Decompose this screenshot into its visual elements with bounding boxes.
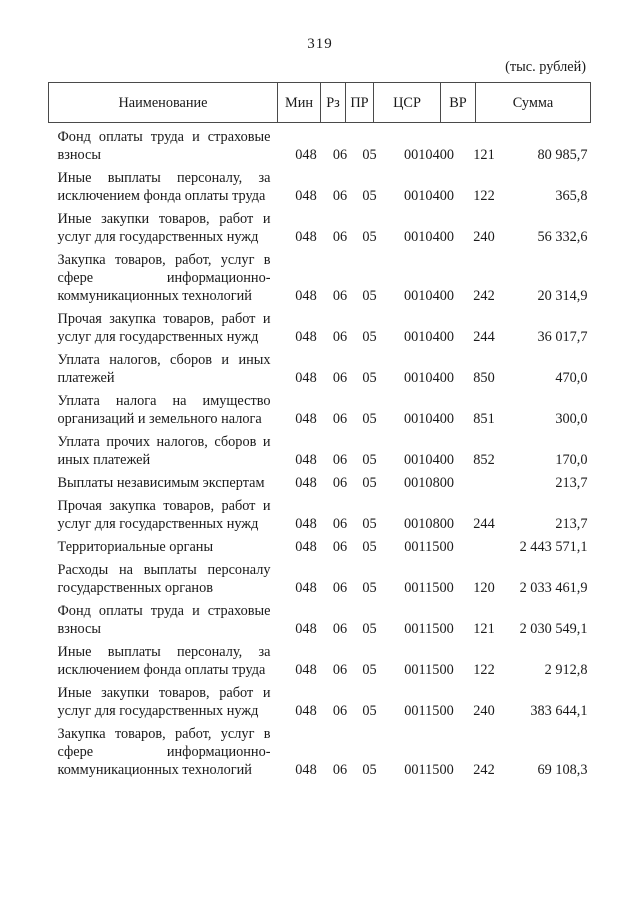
row-sum: 383 644,1 [530,703,588,719]
row-pr-code: 05 [362,370,377,386]
row-csr-code: 0010400 [403,329,455,345]
row-name: Выплаты независимым экспертам [57,475,265,491]
row-min-code: 048 [295,475,317,491]
row-vr-code [467,469,502,492]
units-note: (тыс. рублей) [505,59,586,75]
row-sum: 56 332,6 [537,229,588,245]
row-pr-code: 05 [362,411,377,427]
row-min-code: 048 [295,762,317,778]
table-row [49,428,591,469]
column-header-vr: ВР [441,83,476,123]
row-min-code: 048 [295,411,317,427]
row-pr-code: 05 [362,539,377,555]
row-pr-code: 05 [362,452,377,468]
row-rz-code: 06 [332,329,348,345]
row-csr-code: 0010400 [403,188,455,204]
row-min-code: 048 [295,147,317,163]
row-name: Расходы на выплаты персоналу государственных органов [57,562,271,596]
row-sum: 213,7 [555,475,588,491]
row-vr-code: 121 [473,621,495,637]
row-name: Иные выплаты персоналу, за исключением фонда оплаты труда [57,170,271,204]
row-rz-code: 06 [332,229,348,245]
row-csr-code: 0011500 [404,762,454,778]
row-name: Фонд оплаты труда и страховые взносы [57,603,271,637]
row-sum: 300,0 [555,411,588,427]
row-sum: 2 030 549,1 [519,621,588,637]
row-sum: 213,7 [555,516,588,532]
budget-table [48,82,591,779]
row-csr-code: 0010400 [403,411,455,427]
table-row [49,346,591,387]
row-vr-code: 851 [473,411,495,427]
row-csr-code: 0011500 [404,662,454,678]
table-row [49,556,591,597]
row-min-code: 048 [295,188,317,204]
row-csr-code: 0010800 [403,516,455,532]
row-csr-code: 0011500 [404,580,454,596]
row-name: Иные закупки товаров, работ и услуг для государственных нужд [57,685,271,719]
table-row [49,387,591,428]
row-rz-code: 06 [332,516,348,532]
table-row [49,205,591,246]
row-csr-code: 0011500 [404,539,454,555]
row-rz-code: 06 [332,475,348,491]
table-row [49,533,591,556]
table-row [49,305,591,346]
row-rz-code: 06 [332,288,348,304]
row-name: Закупка товаров, работ, услуг в сфере информационно-коммуникационных технологий [57,252,271,304]
row-rz-code: 06 [332,662,348,678]
row-vr-code: 242 [473,288,495,304]
row-vr-code: 120 [473,580,495,596]
row-min-code: 048 [295,539,317,555]
row-rz-code: 06 [332,147,348,163]
row-min-code: 048 [295,516,317,532]
row-rz-code: 06 [332,580,348,596]
row-name: Фонд оплаты труда и страховые взносы [57,129,271,163]
row-vr-code: 240 [473,703,495,719]
row-name: Прочая закупка товаров, работ и услуг для государственных нужд [57,498,271,532]
row-sum: 69 108,3 [537,762,588,778]
row-pr-code: 05 [362,229,377,245]
row-sum: 2 033 461,9 [519,580,588,596]
column-header-min: Мин [278,83,321,123]
row-sum: 2 443 571,1 [519,539,588,555]
row-csr-code: 0010400 [403,147,455,163]
row-rz-code: 06 [332,703,348,719]
row-vr-code: 244 [473,329,495,345]
column-header-sum: Сумма [476,83,591,123]
row-pr-code: 05 [362,621,377,637]
row-sum: 365,8 [555,188,588,204]
row-pr-code: 05 [362,662,377,678]
row-vr-code [467,533,502,556]
row-pr-code: 05 [362,475,377,491]
row-name: Закупка товаров, работ, услуг в сфере информационно-коммуникационных технологий [57,726,271,778]
row-sum: 470,0 [555,370,588,386]
row-name: Иные выплаты персоналу, за исключением фонда оплаты труда [57,644,271,678]
column-header-pr: ПР [346,83,374,123]
row-min-code: 048 [295,580,317,596]
row-csr-code: 0011500 [404,621,454,637]
row-pr-code: 05 [362,762,377,778]
table-row [49,246,591,305]
row-csr-code: 0010800 [403,475,455,491]
row-vr-code: 852 [473,452,495,468]
row-vr-code: 121 [473,147,495,163]
table-row [49,123,591,165]
table-row [49,164,591,205]
row-name: Иные закупки товаров, работ и услуг для государственных нужд [57,211,271,245]
row-vr-code: 122 [473,662,495,678]
row-min-code: 048 [295,703,317,719]
row-csr-code: 0010400 [403,370,455,386]
row-name: Территориальные органы [57,539,214,555]
row-min-code: 048 [295,662,317,678]
row-csr-code: 0011500 [404,703,454,719]
row-pr-code: 05 [362,580,377,596]
row-sum: 36 017,7 [537,329,588,345]
row-vr-code: 242 [473,762,495,778]
row-vr-code: 850 [473,370,495,386]
row-rz-code: 06 [332,621,348,637]
row-pr-code: 05 [362,288,377,304]
row-vr-code: 244 [473,516,495,532]
row-csr-code: 0010400 [403,229,455,245]
row-min-code: 048 [295,452,317,468]
column-header-rz: Рз [321,83,346,123]
table-row [49,679,591,720]
table-row [49,492,591,533]
row-sum: 170,0 [555,452,588,468]
row-min-code: 048 [295,229,317,245]
row-sum: 20 314,9 [537,288,588,304]
table-body [49,123,591,780]
page-number: 319 [307,36,333,52]
table-row [49,638,591,679]
table-row [49,469,591,492]
row-pr-code: 05 [362,147,377,163]
row-sum: 80 985,7 [537,147,588,163]
column-header-name: Наименование [49,83,278,123]
row-name: Прочая закупка товаров, работ и услуг для государственных нужд [57,311,271,345]
row-rz-code: 06 [332,539,348,555]
table-row [49,597,591,638]
row-min-code: 048 [295,329,317,345]
row-rz-code: 06 [332,411,348,427]
row-min-code: 048 [295,621,317,637]
row-pr-code: 05 [362,188,377,204]
row-pr-code: 05 [362,329,377,345]
row-csr-code: 0010400 [403,452,455,468]
row-rz-code: 06 [332,370,348,386]
row-pr-code: 05 [362,516,377,532]
row-min-code: 048 [295,288,317,304]
row-name: Уплата прочих налогов, сборов и иных платежей [57,434,271,468]
table-header-row [49,83,591,123]
row-name: Уплата налогов, сборов и иных платежей [57,352,271,386]
row-vr-code: 122 [473,188,495,204]
table-row [49,720,591,779]
row-rz-code: 06 [332,452,348,468]
row-csr-code: 0010400 [403,288,455,304]
row-min-code: 048 [295,370,317,386]
row-pr-code: 05 [362,703,377,719]
row-sum: 2 912,8 [544,662,588,678]
row-vr-code: 240 [473,229,495,245]
row-rz-code: 06 [332,762,348,778]
row-name: Уплата налога на имущество организаций и земельного налога [57,393,271,427]
row-rz-code: 06 [332,188,348,204]
column-header-csr: ЦСР [374,83,441,123]
table-header [49,83,591,123]
